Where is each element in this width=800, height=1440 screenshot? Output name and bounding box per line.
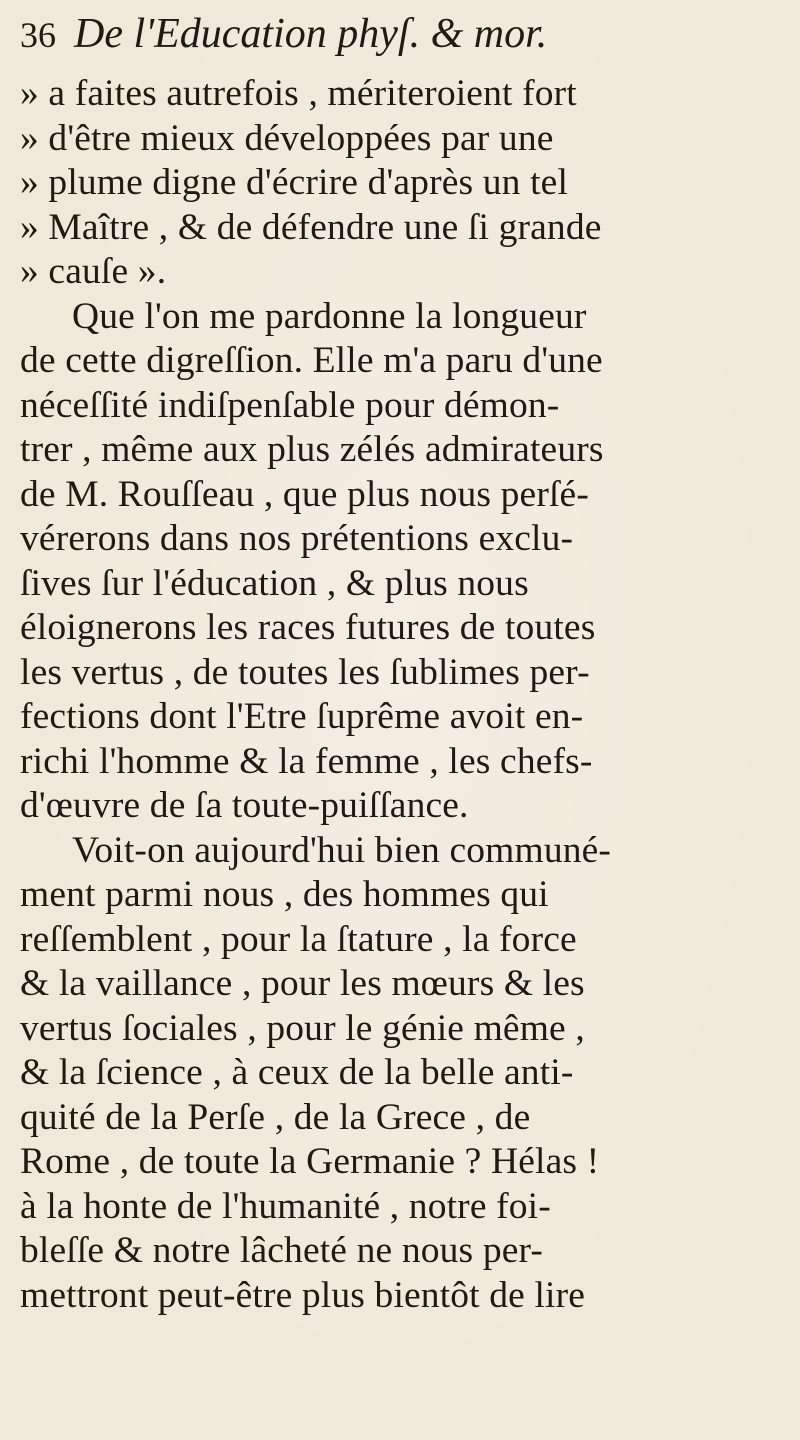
- text-line: éloignerons les races futures de toutes: [20, 607, 596, 648]
- text-line: » d'être mieux développées par une: [20, 117, 554, 159]
- text-line: trer , même aux plus zélés admirateurs: [20, 429, 604, 470]
- text-line: ſives ſur l'éducation , & plus nous: [20, 562, 529, 604]
- text-line: & la ſcience , à ceux de la belle anti-: [20, 1052, 574, 1093]
- text-line: richi l'homme & la femme , les chefs-: [20, 740, 593, 782]
- page-number: 36: [20, 15, 56, 55]
- text-line: vérerons dans nos prétentions exclu-: [20, 518, 574, 559]
- text-line: de M. Rouſſeau , que plus nous perſé-: [20, 473, 589, 515]
- text-line: bleſſe & notre lâcheté ne nous per-: [20, 1230, 544, 1271]
- text-line: ment parmi nous , des hommes qui: [20, 874, 549, 915]
- text-line: Rome , de toute la Germanie ? Hélas !: [20, 1141, 600, 1182]
- text-line: d'œuvre de ſa toute-puiſſance.: [20, 785, 469, 826]
- text-line: » cauſe ».: [20, 251, 167, 292]
- text-line: mettront peut-être plus bientôt de lire: [20, 1274, 586, 1316]
- text-line: les vertus , de toutes les ſublimes per-: [20, 651, 590, 693]
- text-line: de cette digreſſion. Elle m'a paru d'une: [20, 340, 603, 381]
- text-line: Voit-on aujourd'hui bien communé-: [72, 829, 612, 871]
- running-title: De l'Education phyſ. & mor.: [74, 11, 548, 57]
- text-line: » a faites autrefois , mériteroient fort: [20, 73, 577, 114]
- text-line: à la honte de l'humanité , notre foi-: [20, 1185, 551, 1227]
- text-line: vertus ſociales , pour le génie même ,: [20, 1007, 585, 1049]
- text-line: » plume digne d'écrire d'après un tel: [20, 162, 569, 203]
- text-line: néceſſité indiſpenſable pour démon-: [20, 384, 560, 426]
- text-line: » Maître , & de défendre une ſi grande: [20, 206, 602, 248]
- text-line: reſſemblent , pour la ſtature , la force: [20, 918, 577, 960]
- text-line: Que l'on me pardonne la longueur: [72, 295, 587, 337]
- body-text: [20, 72, 776, 1318]
- page-header: [20, 10, 776, 68]
- text-line: & la vaillance , pour les mœurs & les: [20, 963, 585, 1004]
- text-line: fections dont l'Etre ſuprême avoit en-: [20, 696, 584, 737]
- text-line: quité de la Perſe , de la Grece , de: [20, 1096, 531, 1138]
